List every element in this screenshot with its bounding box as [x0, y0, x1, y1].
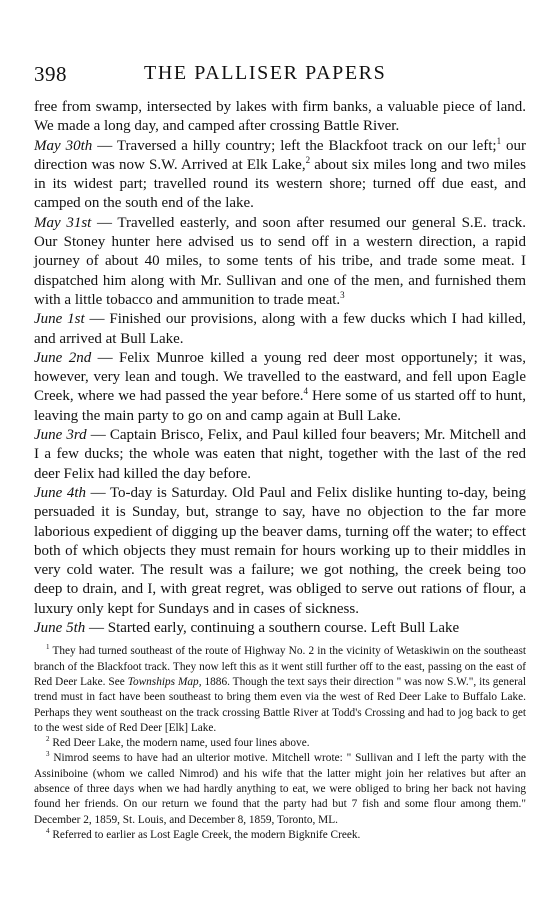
journal-text [34, 98, 526, 638]
footnote-ref-3: 3 [340, 289, 345, 300]
entry-date: June 2nd [34, 349, 92, 366]
journal-entry-june-4: June 4th — To-day is Saturday. Old Paul and Felix dislike hunting to-day, being persuaded it is Sunday, but, strange to say, have no objection to the far more laborious expedient of digging up the beaver dams, turning off the water; to effect both of which objects they must remain for hours working up to their middles in very cold water. The result was a failure; we got nothing, the creek being too deep to drain, and I, with great regret, was obliged to serve out rations of flour, a luxury only kept for Sundays and in cases of sickness. [34, 484, 526, 617]
paragraph-continued: free from swamp, intersected by lakes with firm banks, a valuable piece of land. We made a long day, and camped after crossing Battle River. [34, 99, 526, 135]
footnotes [34, 644, 526, 843]
entry-date: May 30th [34, 137, 93, 154]
journal-entry-june-1: June 1st — Finished our provisions, along with a few ducks which I had killed, and arrived at Bull Lake. [34, 311, 526, 347]
entry-date: June 1st [34, 311, 85, 328]
footnote-ref-2: 2 [305, 154, 311, 165]
footnote-4: $^4$ Referred to earlier as Lost Eagle Creek, the modern Bigknife Creek. [46, 827, 361, 841]
footnote-1: $^1$ They had turned southeast of the route of Highway No. 2 in the vicinity of Wetaskiwin on the southeast branch of the Blackfoot track. They now left this as it went still further off to the east, passing on the east of Red Deer Lake. See Townships Map, 1886. Though the text says their direction " was now S.W.", its general trend must in fact have been southeast to bring them even via the west of Red Deer Lake to Buffalo Lake. Perhaps they went southeast on the track crossing Battle River at Todd's Crossing and had to jog back to get to the west side of Red Deer [Elk] Lake. [34, 643, 526, 734]
footnote-ref-4: 4 [303, 386, 309, 397]
entry-date: June 5th [34, 620, 86, 637]
journal-entry-june-2: June 2nd — Felix Munroe killed a young red deer most opportunely; it was, however, very lean and tough. We travelled to the eastward, and fell upon Eagle Creek, where we had passed the year before.$^4$ Here some of us started off to hunt, leaving the main party to go on and camp again at Bull Lake. [34, 349, 526, 424]
entry-date: June 3rd [34, 427, 87, 444]
entry-date: June 4th [34, 484, 87, 501]
running-title: THE PALLISER PAPERS [144, 62, 387, 84]
entry-date: May 31st [34, 214, 92, 231]
journal-entry-june-5: June 5th — Started early, continuing a southern course. Left Bull Lake [34, 620, 460, 637]
document-page [34, 60, 526, 843]
footnote-3: $^3$ Nimrod seems to have had an ulterior motive. Mitchell wrote: " Sullivan and I left the party with the Assiniboine (whom we called Nimrod) and his wife that the latter might join her relatives but after an absence of three days when we had hardly anything to eat, we were obliged to bring her back not having found her friends. On our return we found that the party had but 7 fish and some flour among them." December 2, 1859, St. Louis, and December 8, 1859, Toronto, ML. [34, 750, 526, 826]
footnote-ref-1: 1 [496, 135, 502, 146]
journal-entry-june-3: June 3rd — Captain Brisco, Felix, and Paul killed four beavers; Mr. Mitchell and I a few ducks; the whole was eaten that night, together with the last of the red deer Felix had killed the day before. [34, 427, 526, 482]
journal-entry-may-30: May 30th — Traversed a hilly country; left the Blackfoot track on our left;$^1$ our direction was now S.W. Arrived at Elk Lake,$^2$ about six miles long and two miles in its widest part; travelled round its western shore; turned off due east, and camped on the south end of the lake. [34, 135, 527, 212]
journal-entry-may-31: May 31st — Travelled easterly, and soon after resumed our general S.E. track. Our Stoney hunter here advised us to send off in a western direction, a rapid journey of about 40 miles, to some tents of his tribe, and trade some meat. I dispatched him along with Mr. Sullivan and one of the men, and furnished them with a little tobacco and ammunition to trade meat.$^3$ [34, 214, 526, 308]
page-number: 398 [34, 62, 67, 86]
running-header [34, 60, 526, 90]
footnote-2: $^2$ Red Deer Lake, the modern name, used four lines above. [46, 735, 310, 750]
